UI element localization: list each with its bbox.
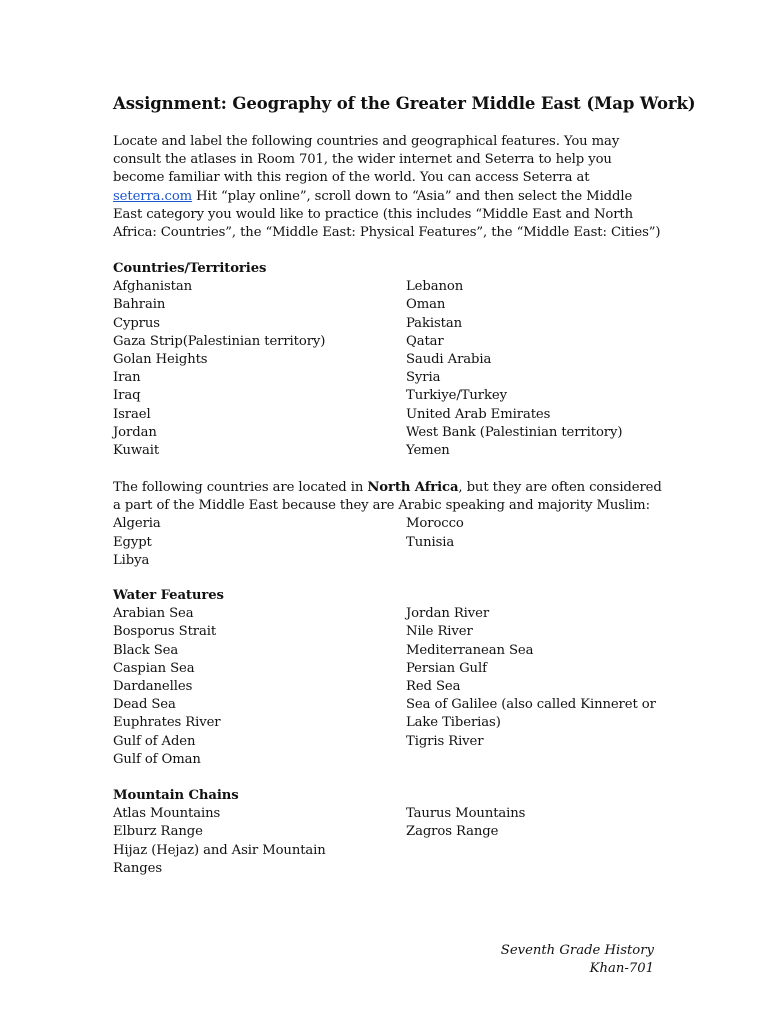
- list-item: Iran: [113, 370, 141, 386]
- list-item: Afghanistan: [113, 279, 193, 295]
- list-item: Taurus Mountains: [406, 806, 526, 822]
- list-item: Arabian Sea: [113, 606, 194, 622]
- north-africa-left-list: [113, 515, 406, 570]
- footer-teacher: Khan-701: [589, 961, 654, 976]
- mountains-section: [113, 787, 673, 878]
- water-right-list: [406, 605, 673, 769]
- countries-heading: Countries/Territories: [113, 261, 267, 276]
- list-item: Sea of Galilee (also called Kinneret or Lake Tiberias): [406, 697, 656, 731]
- seterra-link[interactable]: seterra.com: [113, 188, 193, 204]
- countries-left-list: [113, 278, 406, 460]
- list-item: Tigris River: [406, 733, 484, 749]
- water-section: [113, 587, 673, 769]
- mountains-heading: Mountain Chains: [113, 788, 239, 803]
- list-item: Jordan River: [406, 606, 490, 622]
- assignment-title: Assignment: Geography of the Greater Middle East (Map Work): [113, 94, 696, 113]
- list-item: West Bank (Palestinian territory): [406, 424, 623, 440]
- countries-right-list: [406, 278, 673, 460]
- list-item: United Arab Emirates: [406, 406, 551, 422]
- list-item: Red Sea: [406, 679, 461, 695]
- list-item: Golan Heights: [113, 352, 208, 368]
- list-item: Bosporus Strait: [113, 624, 217, 640]
- north-africa-text-before: The following countries are located in: [113, 480, 368, 495]
- list-item: Persian Gulf: [406, 660, 487, 676]
- list-item: Libya: [113, 552, 150, 568]
- list-item: Algeria: [113, 516, 161, 532]
- page-footer: [501, 942, 654, 978]
- list-item: Oman: [406, 297, 446, 313]
- list-item: Gaza Strip(Palestinian territory): [113, 333, 326, 349]
- list-item: Hijaz (Hejaz) and Asir Mountain Ranges: [113, 842, 326, 876]
- water-left-list: [113, 605, 406, 769]
- countries-section: [113, 260, 673, 460]
- mountains-left-list: [113, 805, 406, 878]
- list-item: Elburz Range: [113, 824, 203, 840]
- list-item: Gulf of Oman: [113, 751, 201, 767]
- list-item: Dead Sea: [113, 697, 176, 713]
- list-item: Tunisia: [406, 534, 455, 550]
- list-item: Nile River: [406, 624, 473, 640]
- list-item: Pakistan: [406, 315, 462, 331]
- list-item: Zagros Range: [406, 824, 499, 840]
- north-africa-section: [113, 479, 673, 570]
- intro-paragraph: [113, 133, 663, 242]
- north-africa-bold: North Africa: [367, 480, 459, 495]
- list-item: Iraq: [113, 388, 141, 404]
- list-item: Gulf of Aden: [113, 733, 196, 749]
- intro-text-before: Locate and label the following countries and geographical features. You may consult the atlases in Room 701, the wider internet and Seterra to help you become familiar with this region of the world. You can access Seterra at: [113, 134, 620, 186]
- list-item: Bahrain: [113, 297, 166, 313]
- list-item: Egypt: [113, 534, 152, 550]
- footer-course: Seventh Grade History: [500, 943, 654, 958]
- water-heading: Water Features: [113, 588, 224, 603]
- list-item: Syria: [406, 370, 441, 386]
- list-item: Black Sea: [113, 642, 179, 658]
- list-item: Mediterranean Sea: [406, 642, 534, 658]
- mountains-right-list: [406, 805, 673, 878]
- list-item: Cyprus: [113, 315, 160, 331]
- north-africa-right-list: [406, 515, 673, 570]
- list-item: Morocco: [406, 516, 464, 532]
- list-item: Turkiye/Turkey: [406, 388, 507, 404]
- list-item: Euphrates River: [113, 715, 221, 731]
- list-item: Israel: [113, 406, 151, 422]
- list-item: Qatar: [406, 333, 444, 349]
- list-item: Dardanelles: [113, 679, 193, 695]
- north-africa-paragraph: [113, 479, 663, 515]
- list-item: Lebanon: [406, 279, 464, 295]
- intro-text-after: Hit “play online”, scroll down to “Asia” and then select the Middle East category you would like to practice (this includes “Middle East and North Africa: Countries”, the “Middle East: Physical Features”, the “Middle East: Cities”): [113, 188, 661, 241]
- list-item: Atlas Mountains: [113, 806, 221, 822]
- list-item: Kuwait: [113, 443, 160, 459]
- list-item: Yemen: [406, 443, 450, 459]
- list-item: Jordan: [113, 424, 157, 440]
- list-item: Caspian Sea: [113, 660, 195, 676]
- list-item: Saudi Arabia: [406, 352, 492, 368]
- north-africa-text-after: , but they are often considered a part of the Middle East because they are Arabic speaking and majority Muslim:: [113, 480, 662, 514]
